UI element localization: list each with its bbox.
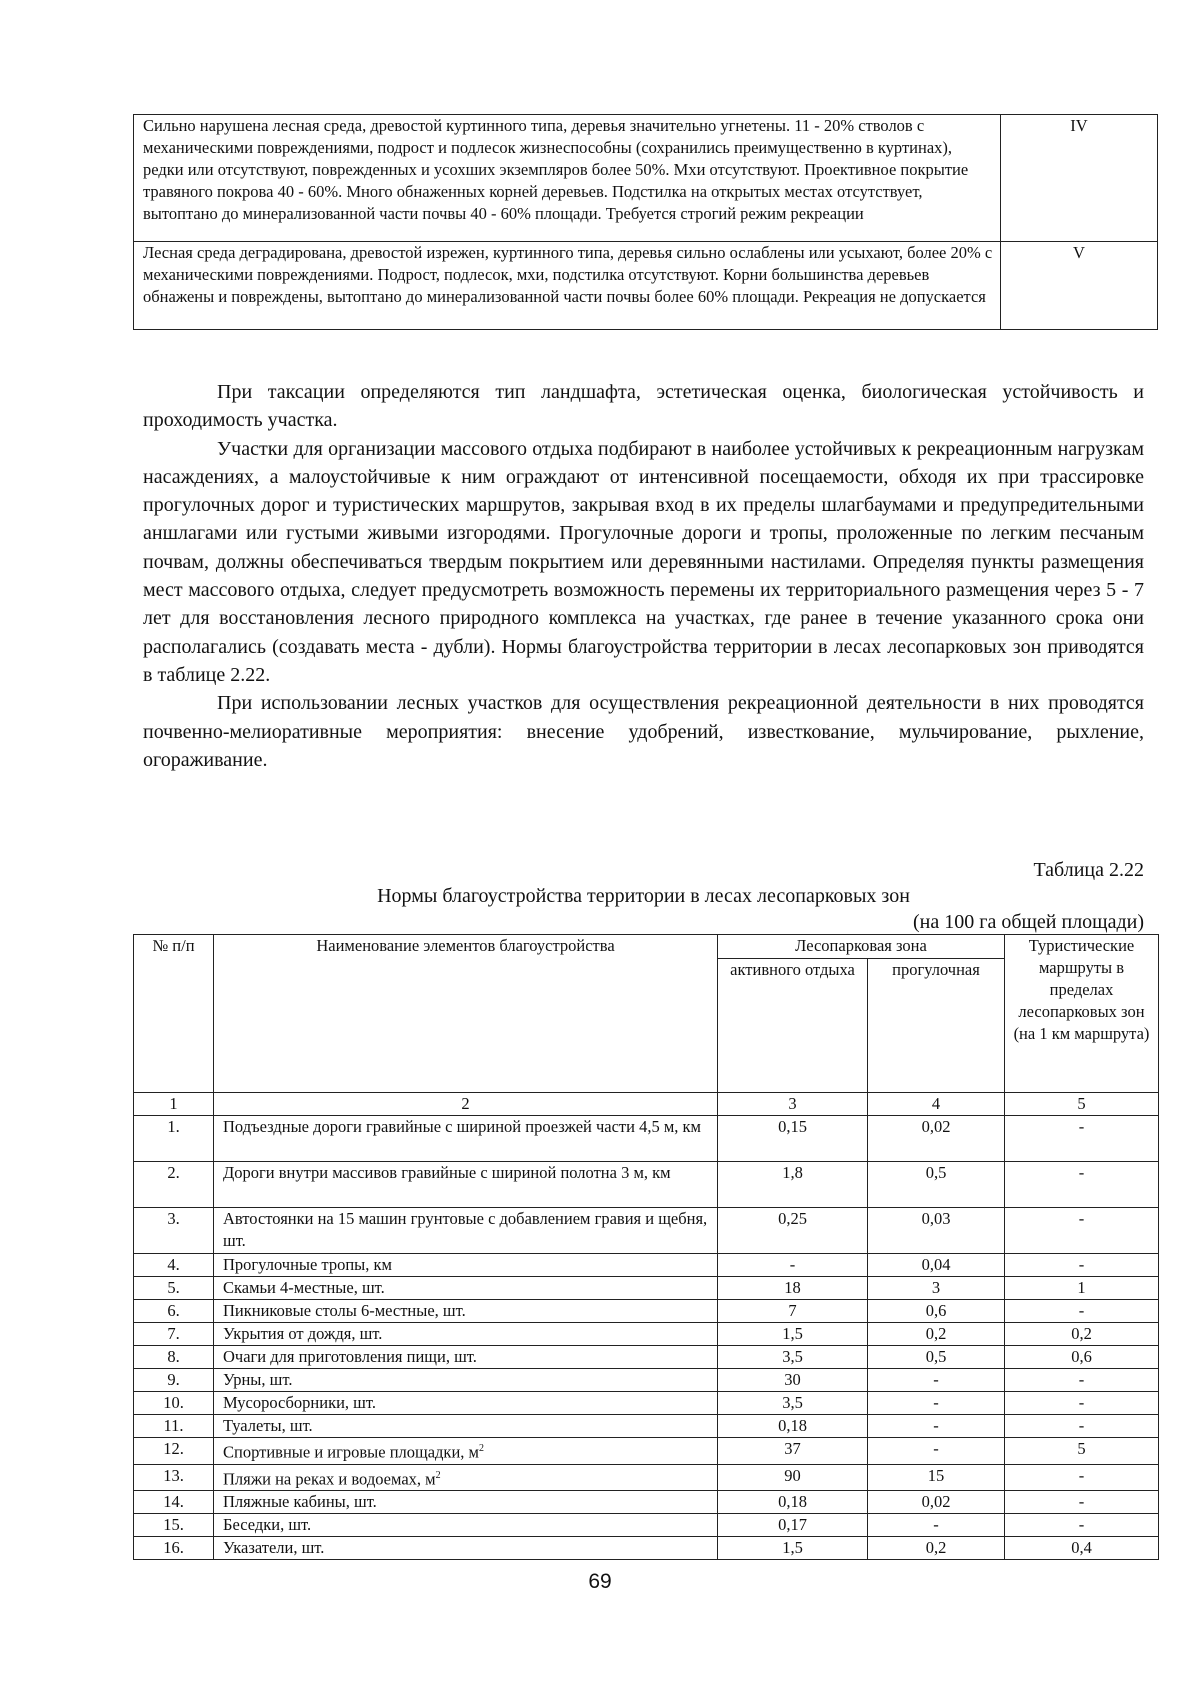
active-value: 18 <box>718 1277 868 1300</box>
row-number: 13. <box>134 1464 214 1491</box>
element-name <box>214 1415 718 1438</box>
header-tourist: Туристические маршруты в пределах лесопарковых зон (на 1 км маршрута) <box>1005 935 1159 1093</box>
element-name-text: Дороги внутри массивов гравийные с шириной полотна 3 м, км <box>223 1163 671 1182</box>
table-row <box>134 242 1158 330</box>
stage-description: Лесная среда деградирована, древостой изрежен, куртинного типа, деревья сильно ослаблены или усыхают, более 20% с механическими повреждениями. Подрост, подлесок, мхи, подстилка отсутствуют. Корни большинства деревьев обнажены и повреждены, вытоптано до минерализованной части почвы более 60% площади. Рекреация не допускается <box>134 242 1001 330</box>
table-row <box>134 1254 1159 1277</box>
element-name-text: Туалеты, шт. <box>223 1416 313 1435</box>
walking-value: 0,2 <box>868 1323 1005 1346</box>
tourist-value: - <box>1005 1116 1159 1162</box>
walking-value: 0,2 <box>868 1537 1005 1560</box>
unit-exponent: 2 <box>435 1469 441 1481</box>
active-value: 7 <box>718 1300 868 1323</box>
tourist-value: - <box>1005 1254 1159 1277</box>
walking-value: - <box>868 1369 1005 1392</box>
table-row <box>134 1116 1159 1162</box>
walking-value: 0,03 <box>868 1208 1005 1254</box>
active-value: 90 <box>718 1464 868 1491</box>
element-name-text: Скамьи 4-местные, шт. <box>223 1278 385 1297</box>
active-value: 3,5 <box>718 1392 868 1415</box>
table-row <box>134 1514 1159 1537</box>
element-name <box>214 1208 718 1254</box>
tourist-value: - <box>1005 1415 1159 1438</box>
active-value: 1,8 <box>718 1162 868 1208</box>
element-name <box>214 1392 718 1415</box>
column-index: 4 <box>868 1093 1005 1116</box>
paragraph: Участки для организации массового отдыха подбирают в наиболее устойчивых к рекреационным нагрузкам насаждениях, а малоустойчивые к ним ограждают от интенсивной посещаемости, обходя их при трассировке прогулочных дорог и туристических маршрутов, закрывая вход в их пределы шлагбаумами и предупредительными аншлагами или густыми живыми изгородями. Прогулочные дороги и тропы, проложенные по легким песчаным почвам, должны обеспечиваться твердым покрытием или деревянными настилами. Определяя пункты размещения мест массового отдыха, следует предусмотреть возможность перемены их территориального размещения через 5 - 7 лет для восстановления лесного природного комплекса на участках, где ранее в течение указанного срока они располагались (создавать места - дубли). Нормы благоустройства территории в лесах лесопарковых зон приводятся в таблице 2.22. <box>143 437 1144 686</box>
header-zone: Лесопарковая зона <box>718 935 1005 959</box>
row-number: 10. <box>134 1392 214 1415</box>
stage-category: V <box>1001 242 1158 330</box>
tourist-value: 1 <box>1005 1277 1159 1300</box>
tourist-value: 0,4 <box>1005 1537 1159 1560</box>
page-number: 69 <box>588 1570 612 1593</box>
active-value: 1,5 <box>718 1323 868 1346</box>
element-name-text: Мусоросборники, шт. <box>223 1393 376 1412</box>
element-name-text: Беседки, шт. <box>223 1515 312 1534</box>
element-name <box>214 1116 718 1162</box>
tourist-value: - <box>1005 1514 1159 1537</box>
active-value: 0,18 <box>718 1415 868 1438</box>
row-number: 3. <box>134 1208 214 1254</box>
column-index: 2 <box>214 1093 718 1116</box>
column-index-row <box>134 1093 1159 1116</box>
walking-value: - <box>868 1514 1005 1537</box>
element-name-text: Укрытия от дождя, шт. <box>223 1324 383 1343</box>
walking-value: 0,6 <box>868 1300 1005 1323</box>
active-value: - <box>718 1254 868 1277</box>
table-row <box>134 1277 1159 1300</box>
active-value: 3,5 <box>718 1346 868 1369</box>
tourist-value: - <box>1005 1491 1159 1514</box>
walking-value: 0,02 <box>868 1116 1005 1162</box>
unit-exponent: 2 <box>478 1443 484 1454</box>
active-value: 0,18 <box>718 1491 868 1514</box>
row-number: 12. <box>134 1438 214 1465</box>
walking-value: 15 <box>868 1464 1005 1491</box>
active-value: 30 <box>718 1369 868 1392</box>
tourist-value: - <box>1005 1369 1159 1392</box>
active-value: 0,17 <box>718 1514 868 1537</box>
active-value: 0,25 <box>718 1208 868 1254</box>
tourist-value: 5 <box>1005 1438 1159 1465</box>
table-row <box>134 1438 1159 1465</box>
element-name <box>214 1491 718 1514</box>
norms-table <box>133 934 1159 1560</box>
table-header-row <box>134 935 1159 959</box>
row-number: 11. <box>134 1415 214 1438</box>
stage-description: Сильно нарушена лесная среда, древостой куртинного типа, деревья значительно угнетены. 11 - 20% стволов с механическими повреждениями, подрост и подлесок жизнеспособны (сохранились преимущественно в куртинах), редки или отсутствуют, поврежденных и усохших экземпляров более 50%. Мхи отсутствуют. Проективное покрытие травяного покрова 40 - 60%. Много обнаженных корней деревьев. Подстилка на открытых местах отсутствует, вытоптано до минерализованной части почвы 40 - 60% площади. Требуется строгий режим рекреации <box>134 115 1001 242</box>
walking-value: 0,02 <box>868 1491 1005 1514</box>
element-name <box>214 1162 718 1208</box>
walking-value: - <box>868 1438 1005 1465</box>
element-name-text: Пляжные кабины, шт. <box>223 1492 377 1511</box>
row-number: 8. <box>134 1346 214 1369</box>
element-name-text: Пляжи на реках и водоемах, м <box>223 1469 436 1488</box>
element-name-text: Указатели, шт. <box>223 1538 325 1557</box>
table-row <box>134 1415 1159 1438</box>
tourist-value: - <box>1005 1208 1159 1254</box>
walking-value: 0,04 <box>868 1254 1005 1277</box>
row-number: 7. <box>134 1323 214 1346</box>
element-name-text: Автостоянки на 15 машин грунтовые с добавлением гравия и щебня, шт. <box>223 1209 708 1250</box>
header-active: активного отдыха <box>718 959 868 1093</box>
element-name-text: Очаги для приготовления пищи, шт. <box>223 1347 477 1366</box>
element-name <box>214 1537 718 1560</box>
element-name-text: Урны, шт. <box>223 1370 293 1389</box>
stage-category: IV <box>1001 115 1158 242</box>
element-name <box>214 1323 718 1346</box>
element-name <box>214 1254 718 1277</box>
table-row <box>134 1346 1159 1369</box>
active-value: 37 <box>718 1438 868 1465</box>
element-name <box>214 1464 718 1491</box>
table-row <box>134 1537 1159 1560</box>
row-number: 6. <box>134 1300 214 1323</box>
row-number: 4. <box>134 1254 214 1277</box>
table-label: Таблица 2.22 <box>1033 859 1144 881</box>
element-name <box>214 1300 718 1323</box>
tourist-value: - <box>1005 1464 1159 1491</box>
element-name-text: Пикниковые столы 6-местные, шт. <box>223 1301 466 1320</box>
row-number: 14. <box>134 1491 214 1514</box>
row-number: 16. <box>134 1537 214 1560</box>
tourist-value: - <box>1005 1392 1159 1415</box>
row-number: 1. <box>134 1116 214 1162</box>
tourist-value: 0,2 <box>1005 1323 1159 1346</box>
paragraph: При использовании лесных участков для осуществления рекреационной деятельности в них проводятся почвенно-мелиоративные мероприятия: внесение удобрений, известкование, мульчирование, рыхление, огораживание. <box>143 692 1144 771</box>
element-name <box>214 1277 718 1300</box>
element-name <box>214 1514 718 1537</box>
tourist-value: - <box>1005 1162 1159 1208</box>
table-row <box>134 1300 1159 1323</box>
table-row <box>134 1369 1159 1392</box>
active-value: 0,15 <box>718 1116 868 1162</box>
table-unit: (на 100 га общей площади) <box>913 911 1144 933</box>
header-num: № п/п <box>134 935 214 1093</box>
table-row <box>134 1323 1159 1346</box>
row-number: 15. <box>134 1514 214 1537</box>
table-row <box>134 115 1158 242</box>
column-index: 5 <box>1005 1093 1159 1116</box>
element-name <box>214 1346 718 1369</box>
tourist-value: 0,6 <box>1005 1346 1159 1369</box>
walking-value: - <box>868 1415 1005 1438</box>
table-row <box>134 1208 1159 1254</box>
table-row <box>134 1392 1159 1415</box>
body-text <box>143 378 1144 774</box>
walking-value: 0,5 <box>868 1162 1005 1208</box>
active-value: 1,5 <box>718 1537 868 1560</box>
walking-value: - <box>868 1392 1005 1415</box>
element-name-text: Спортивные и игровые площадки, м <box>223 1442 479 1462</box>
element-name <box>214 1438 718 1465</box>
element-name <box>214 1369 718 1392</box>
column-index: 3 <box>718 1093 868 1116</box>
row-number: 9. <box>134 1369 214 1392</box>
element-name-text: Прогулочные тропы, км <box>223 1255 392 1274</box>
header-walking: прогулочная <box>868 959 1005 1093</box>
table-row <box>134 1162 1159 1208</box>
column-index: 1 <box>134 1093 214 1116</box>
row-number: 5. <box>134 1277 214 1300</box>
row-number: 2. <box>134 1162 214 1208</box>
table-row <box>134 1464 1159 1491</box>
recreation-stage-table <box>133 114 1158 330</box>
table-row <box>134 1491 1159 1514</box>
walking-value: 0,5 <box>868 1346 1005 1369</box>
element-name-text: Подъездные дороги гравийные с шириной проезжей части 4,5 м, км <box>223 1117 701 1136</box>
header-name: Наименование элементов благоустройства <box>214 935 718 1093</box>
walking-value: 3 <box>868 1277 1005 1300</box>
tourist-value: - <box>1005 1300 1159 1323</box>
table-title: Нормы благоустройства территории в лесах лесопарковых зон <box>377 885 910 907</box>
paragraph: При таксации определяются тип ландшафта, эстетическая оценка, биологическая устойчивость и проходимость участка. <box>143 381 1144 432</box>
